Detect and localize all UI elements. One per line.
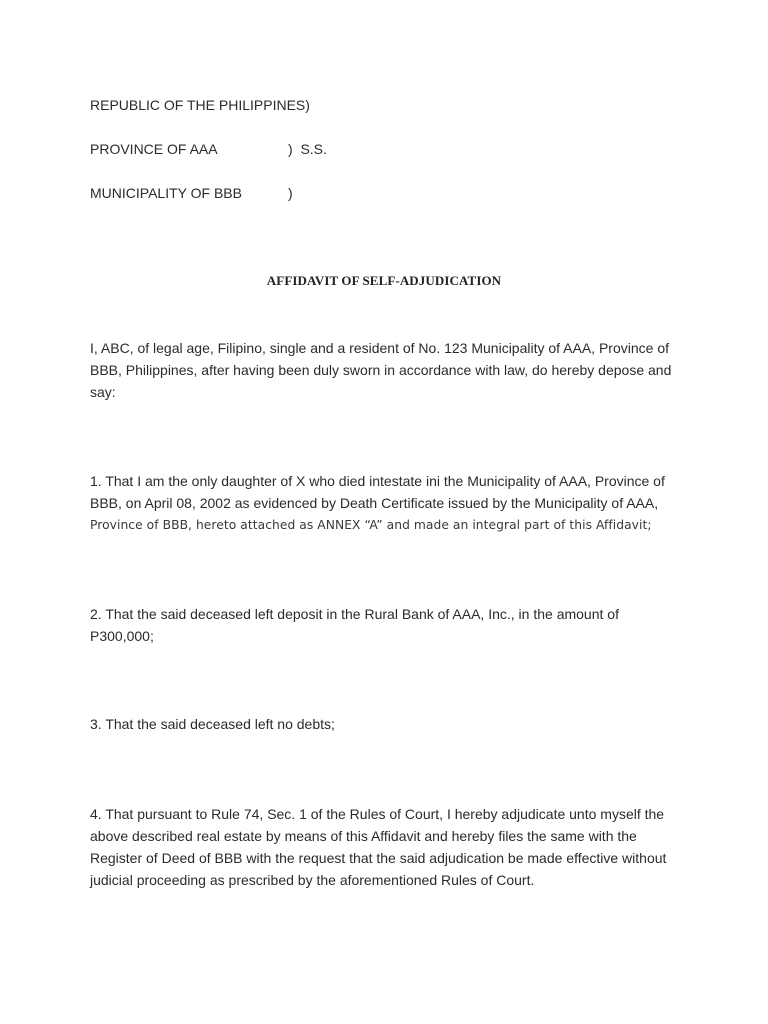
paragraph-2-line: 2. That the said deceased left deposit in the Rural Bank of AAA, Inc., in the amount of	[90, 606, 619, 622]
venue-province	[90, 138, 327, 160]
intro-line: BBB, Philippines, after having been duly sworn in accordance with law, do hereby depose and	[90, 362, 672, 378]
paragraph-2	[90, 603, 680, 647]
intro-line: say:	[90, 384, 116, 400]
paragraph-1-line: 1. That I am the only daughter of X who died intestate ini the Municipality of AAA, Province of	[90, 473, 665, 489]
venue-municipality-label: MUNICIPALITY OF BBB	[90, 185, 242, 201]
paragraph-1-line: Province of BBB, hereto attached as ANNEX “A” and made an integral part of this Affidavit;	[90, 518, 652, 532]
paragraph-2-line: P300,000;	[90, 628, 154, 644]
paragraph-3-line: 3. That the said deceased left no debts;	[90, 716, 335, 732]
paragraph-4-line: above described real estate by means of this Affidavit and hereby files the same with the	[90, 828, 637, 844]
venue-municipality	[90, 182, 293, 204]
venue-republic-text: REPUBLIC OF THE PHILIPPINES)	[90, 97, 310, 113]
venue-province-label: PROVINCE OF AAA	[90, 141, 218, 157]
venue-province-suffix: ) S.S.	[288, 141, 327, 157]
paragraph-3	[90, 713, 680, 735]
paragraph-4-line: judicial proceeding as prescribed by the aforementioned Rules of Court.	[90, 872, 535, 888]
intro-paragraph	[90, 337, 680, 403]
paragraph-1-line: BBB, on April 08, 2002 as evidenced by Death Certificate issued by the Municipality of AAA,	[90, 495, 659, 511]
venue-republic	[90, 94, 310, 116]
paragraph-1	[90, 470, 680, 536]
paragraph-4-line: Register of Deed of BBB with the request that the said adjudication be made effective without	[90, 850, 667, 866]
paragraph-4-line: 4. That pursuant to Rule 74, Sec. 1 of the Rules of Court, I hereby adjudicate unto myself the	[90, 806, 665, 822]
intro-line: I, ABC, of legal age, Filipino, single and a resident of No. 123 Municipality of AAA, Province of	[90, 340, 669, 356]
document-title: AFFIDAVIT OF SELF-ADJUDICATION	[266, 273, 502, 288]
paragraph-4	[90, 803, 680, 891]
venue-municipality-suffix: )	[288, 185, 293, 201]
